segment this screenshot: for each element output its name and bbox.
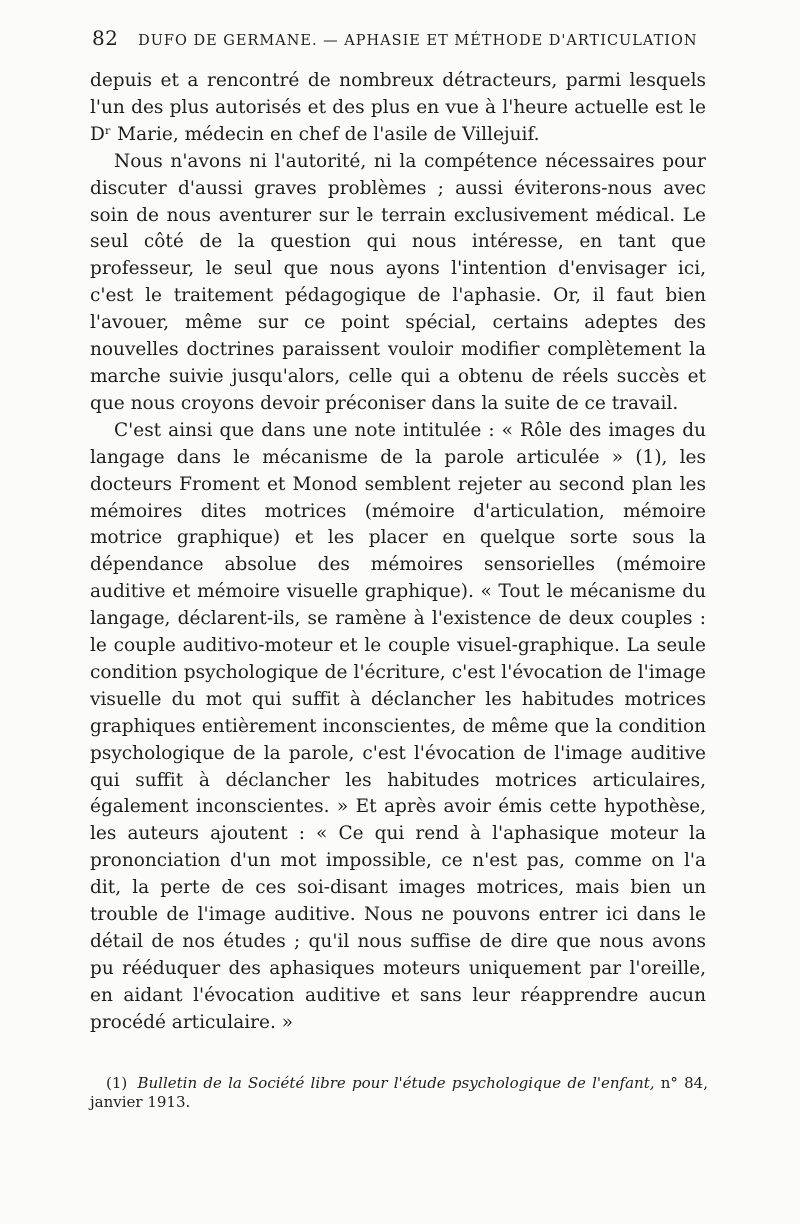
running-title: DUFO DE GERMANE. — APHASIE ET MÉTHODE D'ARTICULATION <box>138 33 698 49</box>
page-number: 82 <box>92 26 119 50</box>
paragraph: C'est ainsi que dans une note intitulée : « Rôle des images du langage dans le mécanisme de la parole articulée » (1), les docteurs Froment et Monod semblent rejeter au second plan les mémoires dites motrices (mémoire d'articulation, mémoire motrice graphique) et les placer en quelque sorte sous la dépendance absolue des mémoires sensorielles (mémoire auditive et mémoire visuelle graphique). « Tout le mécanisme du langage, déclarent-ils, se ramène à l'existence de deux couples : le couple auditivo-moteur et le couple visuel-graphique. La seule condition psychologique de l'écriture, c'est l'évocation de l'image visuelle du mot qui suffit à déclancher les habitudes motrices graphiques entièrement inconscientes, de même que la condition psychologique de la parole, c'est l'évocation de l'image auditive qui suffit à déclancher les habitudes motrices articulaires, également inconscientes. » Et après avoir émis cette hypothèse, les auteurs ajoutent : « Ce qui rend à l'aphasique moteur la prononciation d'un mot impossible, ce n'est pas, comme on l'a dit, la perte de ces soi-disant images motrices, mais bien un trouble de l'image auditive. Nous ne pouvons entrer ici dans le détail de nos études ; qu'il nous suffise de dire que nous avons pu rééduquer des aphasiques moteurs uniquement par l'oreille, en aidant l'évocation auditive et sans leur réapprendre aucun procédé articulaire. » <box>90 419 706 1033</box>
footnote <box>90 1074 708 1112</box>
running-header <box>92 26 712 56</box>
footnote-details: n° 84, janvier 1913. <box>90 1074 708 1111</box>
body-text <box>90 68 706 1037</box>
paragraph: Nous n'avons ni l'autorité, ni la compétence nécessaires pour discuter d'aussi graves problèmes ; aussi éviterons-nous avec soin de nous aventurer sur le terrain exclusivement médical. Le seul côté de la question qui nous intéresse, en tant que professeur, le seul que nous ayons l'intention d'envisager ici, c'est le traitement pédagogique de l'aphasie. Or, il faut bien l'avouer, même sur ce point spécial, certains adeptes des nouvelles doctrines paraissent vouloir modifier complètement la marche suivie jusqu'alors, celle qui a obtenu de réels succès et que nous croyons devoir préconiser dans la suite de ce travail. <box>90 150 706 414</box>
footnote-number: (1) <box>106 1074 128 1092</box>
footnote-title: Bulletin de la Société libre pour l'étude psychologique de l'enfant, <box>137 1074 655 1092</box>
paragraph-continuation: depuis et a rencontré de nombreux détracteurs, parmi lesquels l'un des plus autorisés et des plus en vue à l'heure actuelle est le Dʳ Marie, médecin en chef de l'asile de Villejuif. <box>90 70 706 145</box>
